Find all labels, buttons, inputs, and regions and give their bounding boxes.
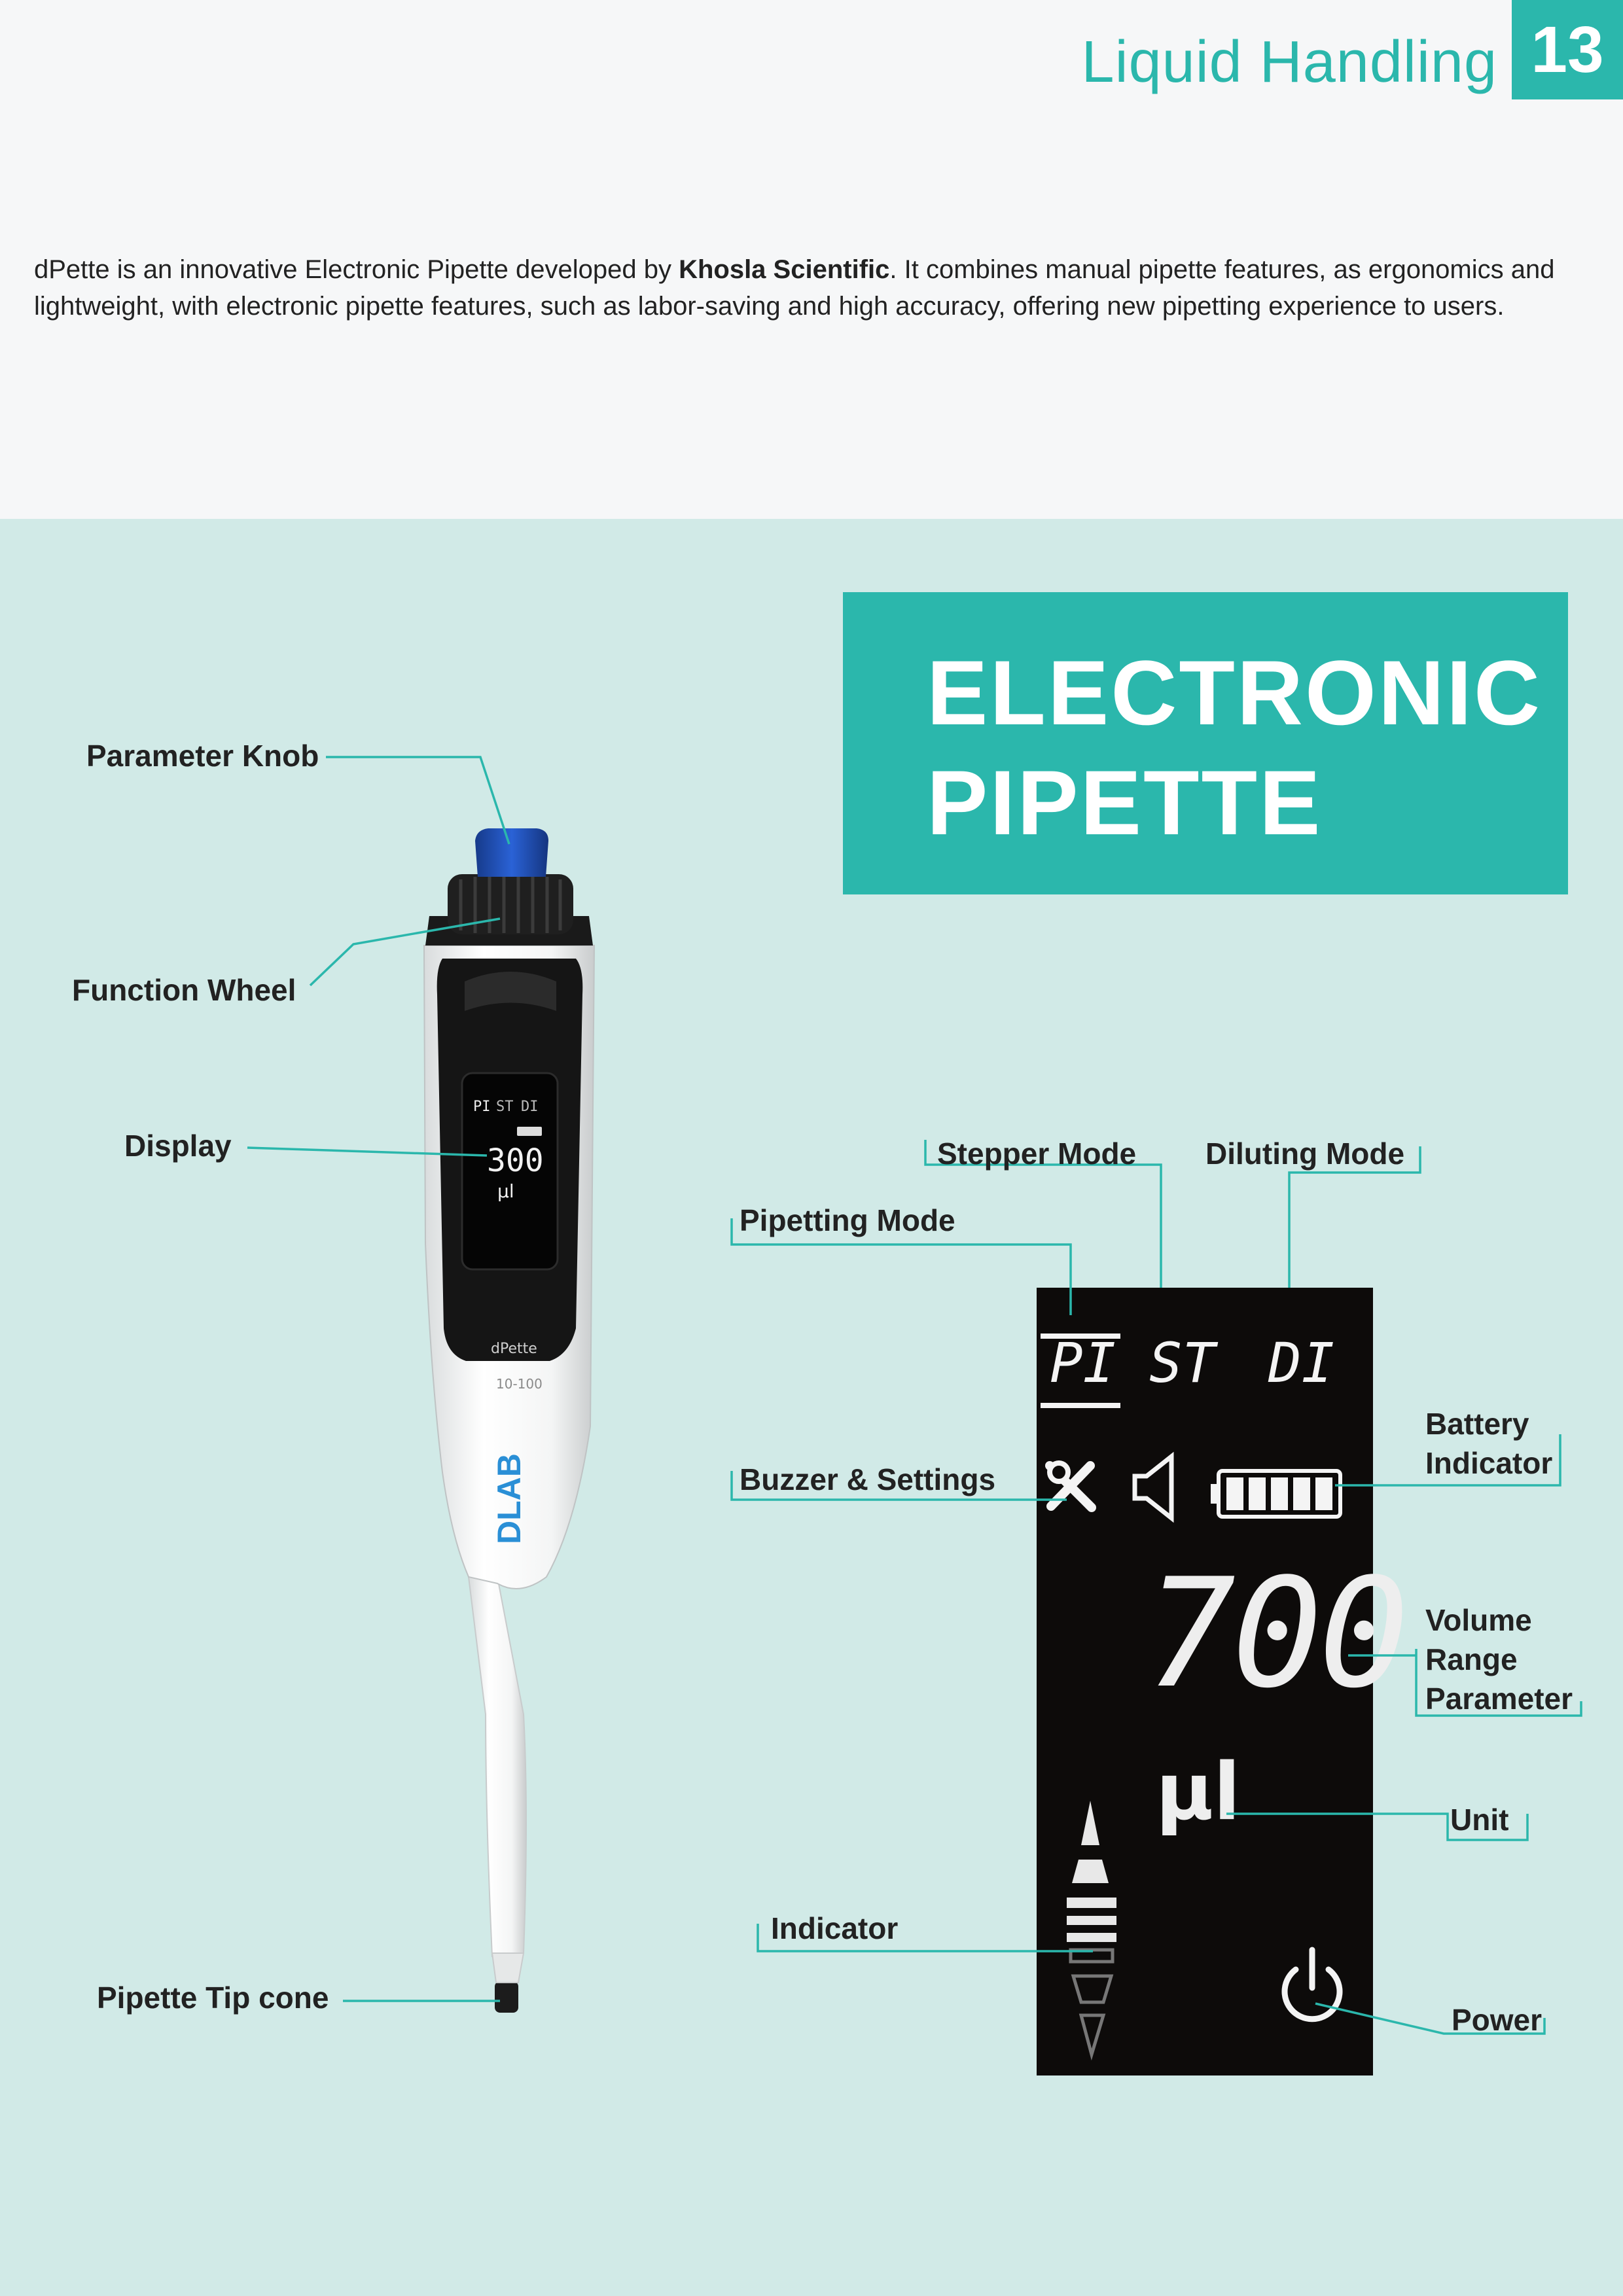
- callout-battery-indicator: Battery Indicator: [1425, 1407, 1553, 1480]
- pipette-screen-unit: µl: [497, 1180, 514, 1202]
- intro-text-2: . It combines manual pipette features, as ergonomics and lightweight, with electronic pipette features, such as labor-saving and high accuracy, offering new pipetting experience to users.: [34, 255, 1555, 321]
- page-number: 13: [1512, 0, 1623, 99]
- callout-pipetting-mode: Pipetting Mode: [740, 1203, 955, 1237]
- callout-parameter-knob: Parameter Knob: [86, 739, 319, 773]
- tip-cone-end: [495, 1981, 518, 2013]
- lcd-mode-pi: PI: [1050, 1331, 1116, 1395]
- callout-stepper-mode: Stepper Mode: [937, 1137, 1137, 1171]
- pipette-screen-mode-st: ST: [496, 1099, 514, 1115]
- callout-buzzer-settings: Buzzer & Settings: [740, 1462, 996, 1496]
- pipette-model-text: dPette: [491, 1341, 537, 1357]
- callout-pipette-tip-cone: Pipette Tip cone: [97, 1981, 329, 2015]
- pipette-screen-volume: 300: [487, 1142, 544, 1179]
- title-line-1: ELECTRONIC: [927, 641, 1542, 744]
- battery-icon: [1211, 1471, 1340, 1517]
- intro-brand: Khosla Scientific: [679, 255, 890, 284]
- parameter-knob: [475, 828, 548, 877]
- pipette-brand: DLAB: [491, 1453, 527, 1544]
- lcd-display: [1037, 1288, 1405, 2075]
- lcd-volume: 700: [1145, 1547, 1406, 1722]
- callout-indicator: Indicator: [771, 1911, 899, 1945]
- pipette-screen-mode-pi: PI: [473, 1099, 491, 1115]
- pipette-image: [424, 828, 594, 2013]
- pipette-range-text: 10-100: [496, 1376, 543, 1392]
- callout-diluting-mode: Diluting Mode: [1205, 1137, 1405, 1171]
- lcd-mode-di: DI: [1268, 1331, 1335, 1395]
- callout-volume-range: Volume Range Parameter: [1425, 1603, 1573, 1716]
- lcd-mode-st: ST: [1149, 1331, 1216, 1395]
- lcd-unit: µl: [1156, 1747, 1241, 1838]
- intro-text-1: dPette is an innovative Electronic Pipette developed by: [34, 255, 679, 284]
- title-line-2: PIPETTE: [927, 751, 1323, 854]
- callout-unit: Unit: [1450, 1803, 1509, 1837]
- pipette-screen-mode-di: DI: [521, 1099, 539, 1115]
- callout-power: Power: [1452, 2003, 1543, 2037]
- callout-display: Display: [124, 1129, 232, 1163]
- callout-function-wheel: Function Wheel: [72, 973, 296, 1007]
- section-title: Liquid Handling: [1081, 29, 1497, 95]
